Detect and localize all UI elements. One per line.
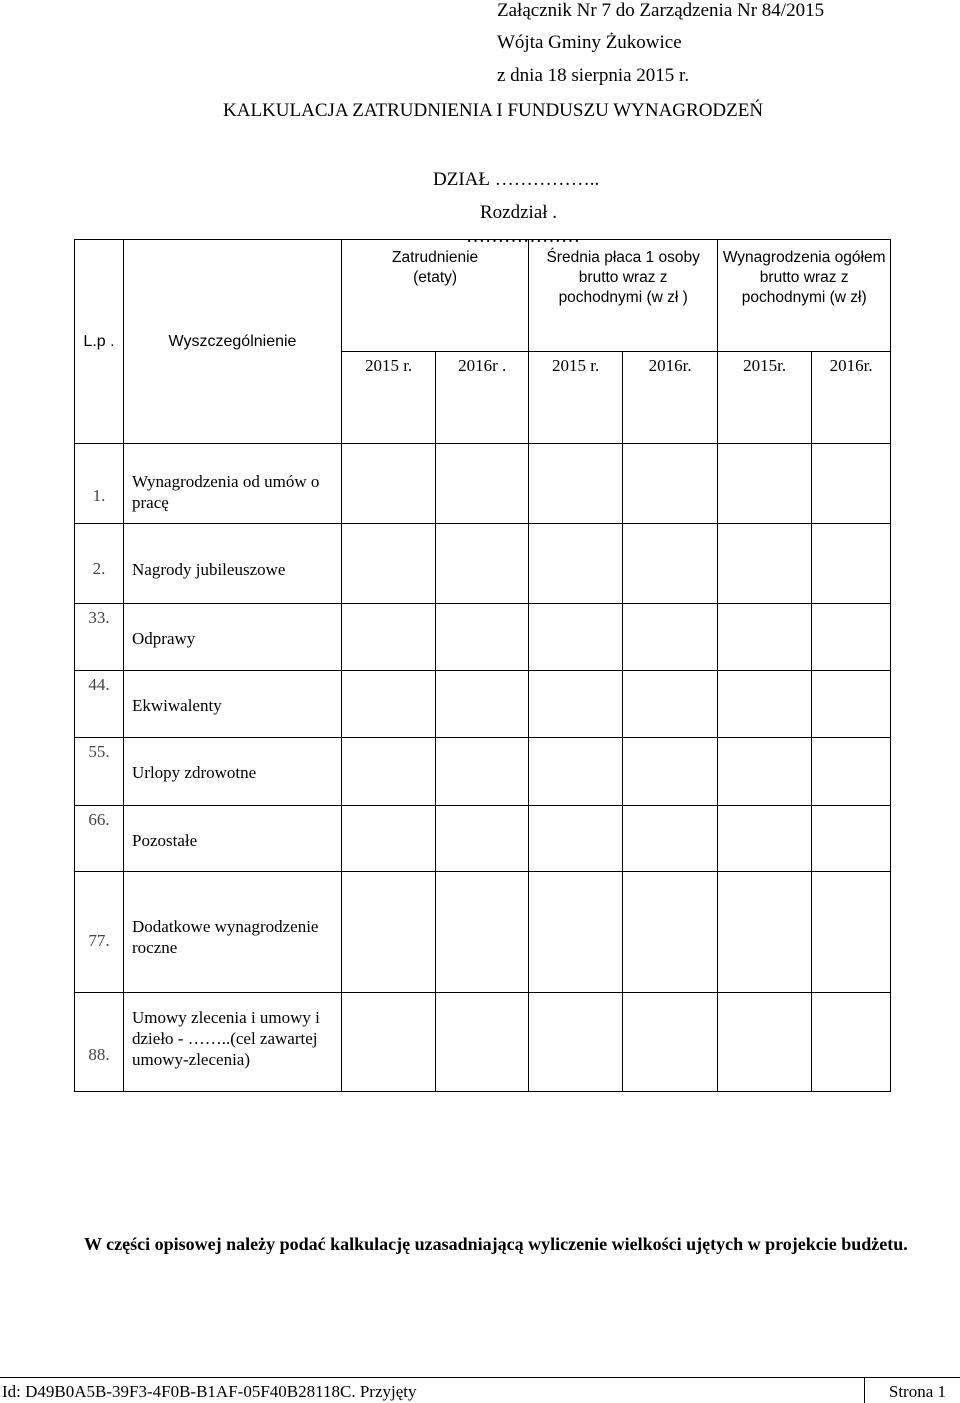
row-label: Odprawy	[124, 604, 342, 671]
row-label: Ekwiwalenty	[124, 671, 342, 738]
header-line-2: Wójta Gminy Żukowice	[497, 32, 682, 53]
header-srednia-placa: Średnia płaca 1 osoby brutto wraz z pochodnymi (w zł )	[529, 240, 718, 352]
row-number: 33.	[75, 604, 124, 671]
row-number: 88.	[75, 993, 124, 1092]
document-id: Id: D49B0A5B-39F3-4F0B-B1AF-05F40B28118C. Przyjęty	[2, 1382, 417, 1401]
row-label: Pozostałe	[124, 806, 342, 872]
footer-divider-vertical	[864, 1377, 865, 1403]
year-wynagr-2016: 2016r.	[812, 351, 891, 443]
row-number: 1.	[75, 444, 124, 524]
header-line-3: z dnia 18 sierpnia 2015 r.	[497, 65, 690, 86]
year-zatr-2015: 2015 r.	[342, 351, 436, 443]
row-label: Dodatkowe wynagrodzenie roczne	[124, 872, 342, 993]
row-label: Umowy zlecenia i umowy i dzieło - ……..(cel zawartej umowy-zlecenia)	[124, 993, 342, 1092]
instruction-note: W części opisowej należy podać kalkulację uzasadniającą wyliczenie wielkości ujętych w projekcie budżetu.	[84, 1234, 908, 1254]
row-number: 2.	[75, 524, 124, 604]
year-srednia-2016: 2016r.	[623, 351, 718, 443]
row-label: Wynagrodzenia od umów o pracę	[124, 444, 342, 524]
year-srednia-2015: 2015 r.	[529, 351, 623, 443]
row-label: Nagrody jubileuszowe	[124, 524, 342, 604]
footer-divider	[0, 1377, 960, 1378]
row-number: 77.	[75, 872, 124, 993]
year-wynagr-2015: 2015r.	[718, 351, 812, 443]
header-lp: L.p .	[75, 240, 124, 444]
salary-table	[74, 239, 891, 1092]
document-title: KALKULACJA ZATRUDNIENIA I FUNDUSZU WYNAGRODZEŃ	[223, 100, 764, 121]
header-line-1: Załącznik Nr 7 do Zarządzenia Nr 84/2015	[497, 0, 825, 21]
header-wynagrodzenia: Wynagrodzenia ogółem brutto wraz z pochodnymi (w zł)	[718, 240, 891, 352]
row-number: 66.	[75, 806, 124, 872]
rozdzial-label: Rozdział .	[480, 202, 558, 223]
row-label: Urlopy zdrowotne	[124, 738, 342, 806]
header-zatrudnienie: Zatrudnienie (etaty)	[342, 240, 529, 352]
page-number: Strona 1	[888, 1382, 946, 1401]
header-wyszczegolnienie: Wyszczególnienie	[124, 240, 342, 444]
row-number: 44.	[75, 671, 124, 738]
row-number: 55.	[75, 738, 124, 806]
rozdzial-dots: ………………	[466, 226, 580, 247]
dzial-label: DZIAŁ ……………..	[433, 169, 600, 190]
year-zatr-2016: 2016r .	[436, 351, 529, 443]
